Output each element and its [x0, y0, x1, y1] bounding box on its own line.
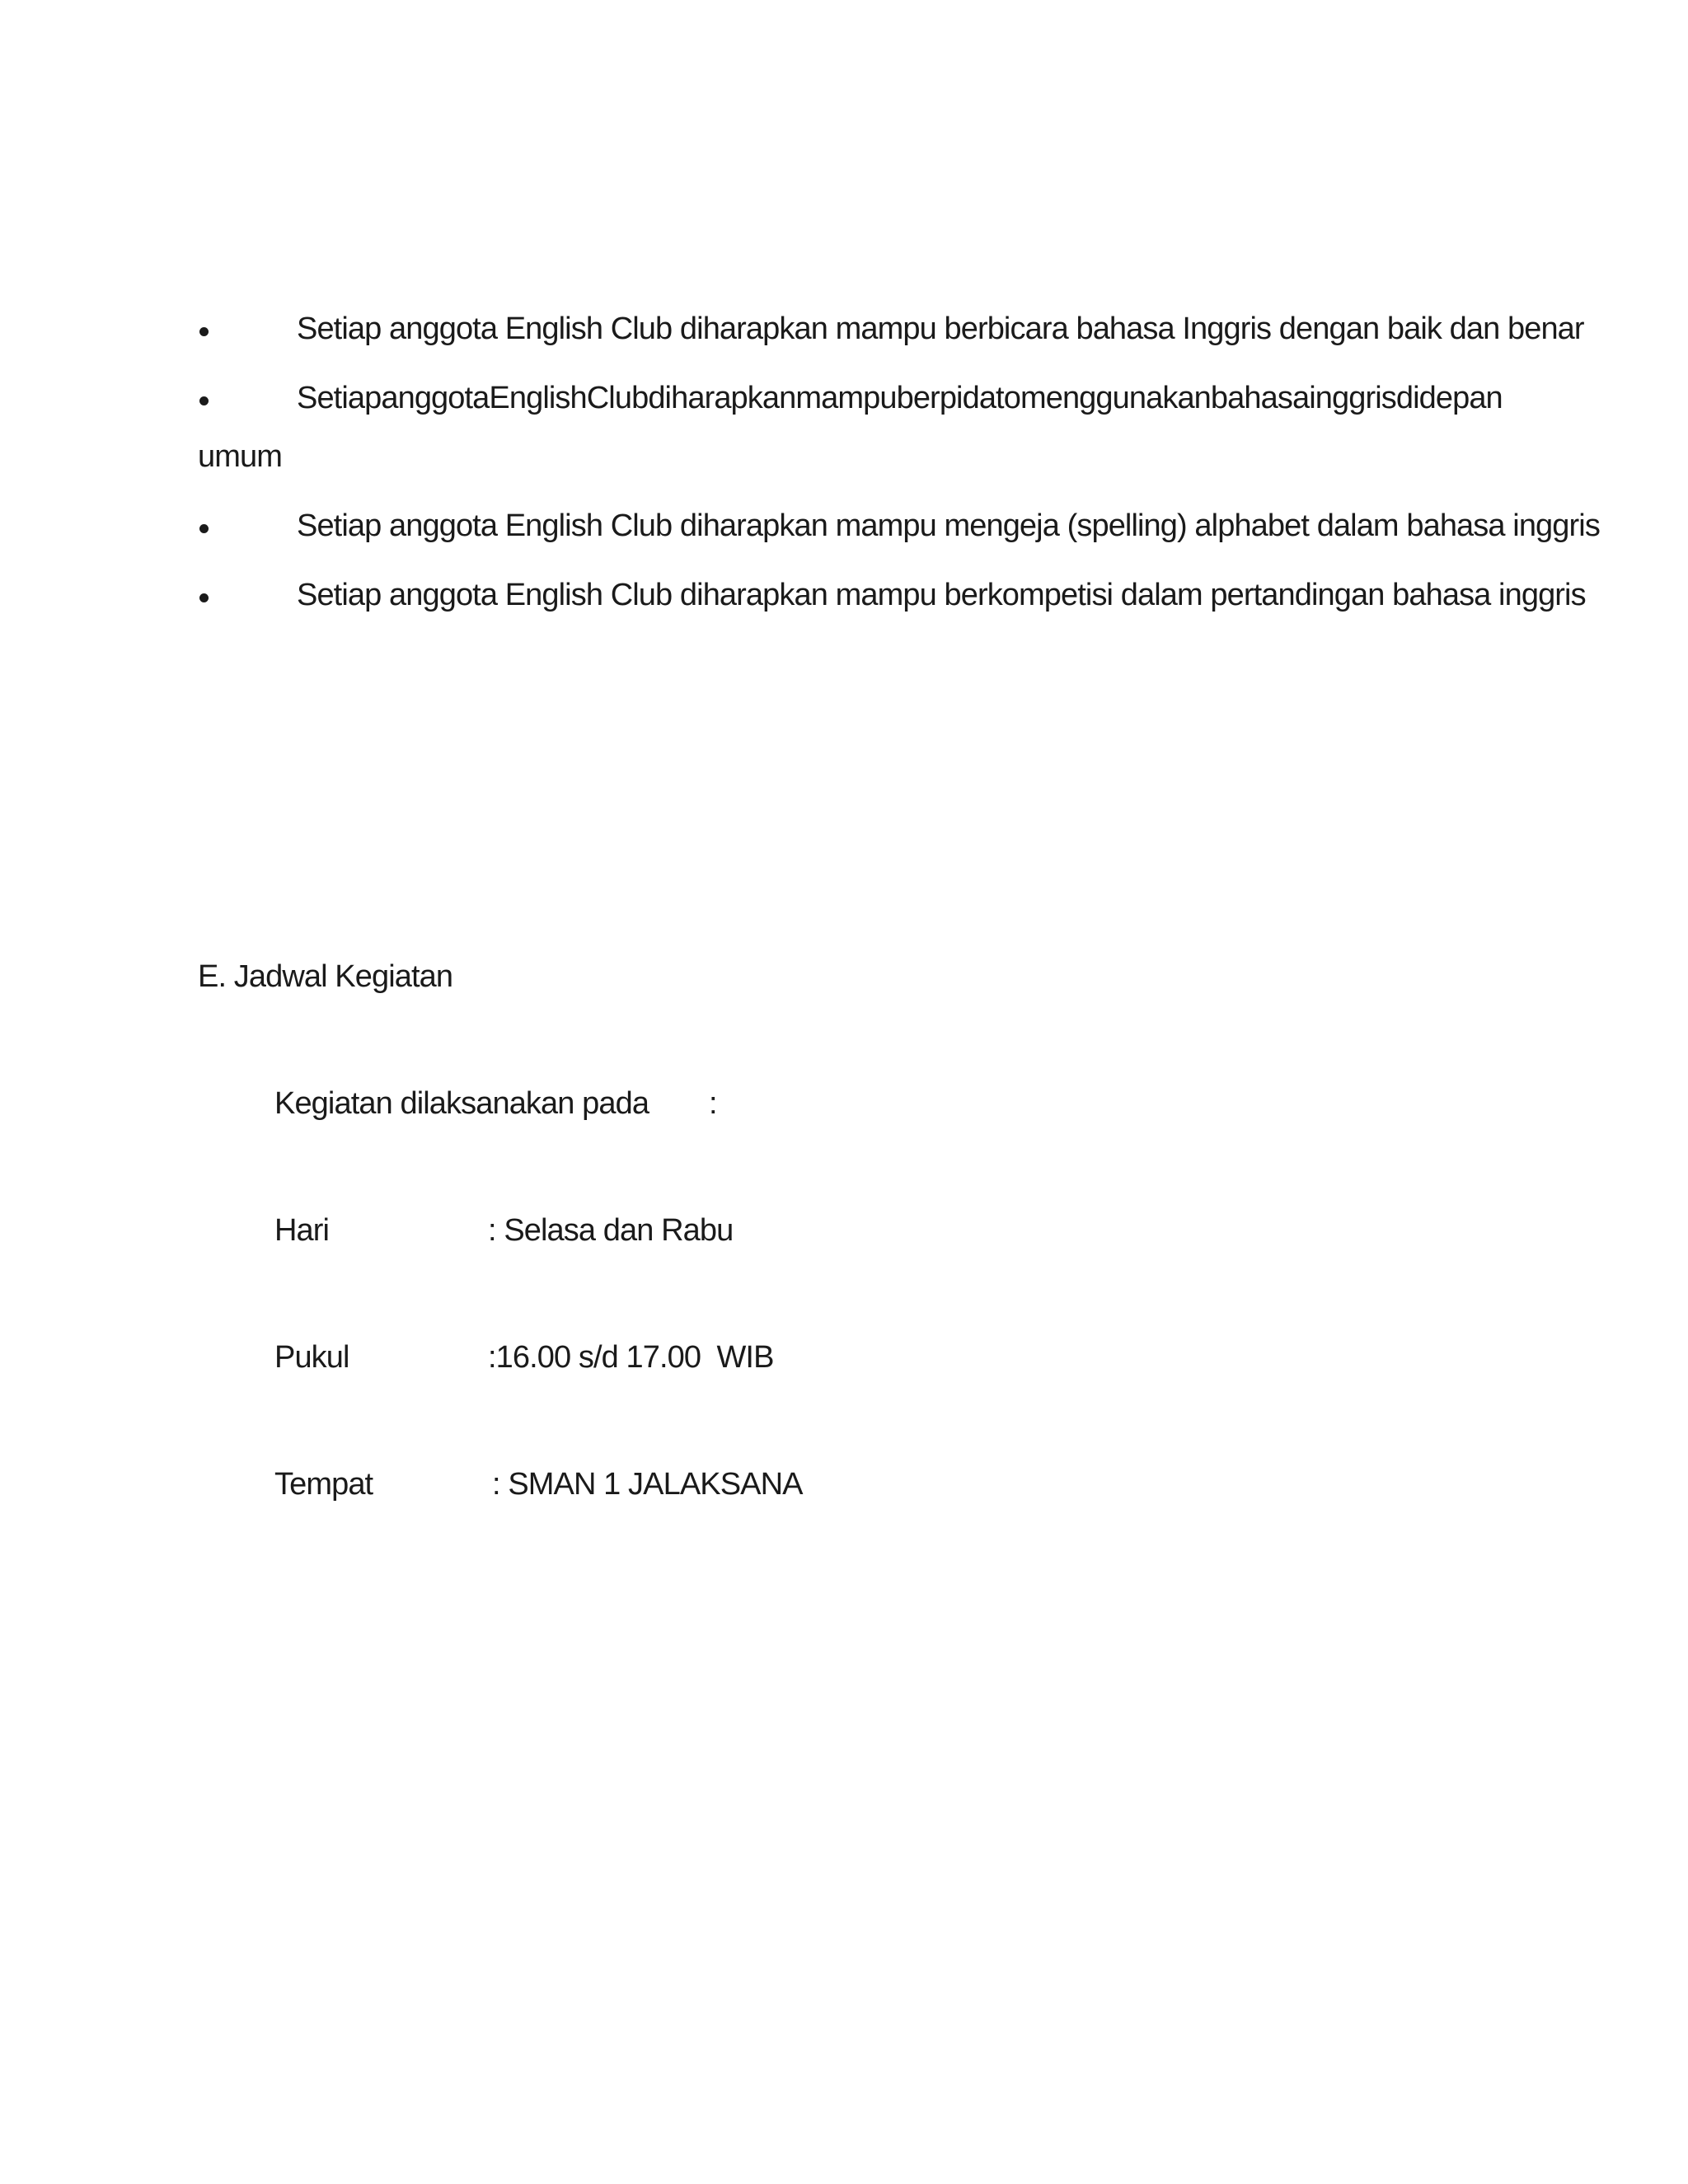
- word: Setiap: [297, 381, 382, 415]
- list-item-text: Setiap anggota English Club diharapkan mampu berkompetisi dalam pertandingan bahasa inggris: [297, 578, 1586, 612]
- schedule-value: :16.00 s/d 17.00 WIB: [488, 1340, 774, 1375]
- word: didepan: [1395, 381, 1503, 415]
- schedule-label: Tempat: [274, 1467, 373, 1502]
- schedule-label: Hari: [274, 1213, 330, 1248]
- schedule-label: Pukul: [274, 1340, 349, 1375]
- list-item-text: Setiap anggota English Club diharapkan mampu mengeja (spelling) alphabet dalam bahasa inggris: [297, 509, 1600, 543]
- word: Club: [586, 381, 649, 415]
- schedule-intro-label: Kegiatan dilaksanakan pada: [274, 1086, 649, 1121]
- word: menggunakan: [1020, 381, 1211, 415]
- list-item-text: Setiap anggota English Club diharapkan mampu berbicara bahasa Inggris dengan baik dan benar: [297, 312, 1584, 346]
- list-item-continuation: umum: [198, 439, 282, 474]
- word: diharapkan: [648, 381, 796, 415]
- word: inggris: [1309, 381, 1396, 415]
- schedule-value: : SMAN 1 JALAKSANA: [492, 1467, 803, 1502]
- bullet-icon: [199, 593, 209, 602]
- bullet-icon: [199, 396, 209, 405]
- bullet-icon: [199, 524, 209, 533]
- word: bahasa: [1210, 381, 1310, 415]
- bullet-icon: [199, 327, 209, 336]
- word: mampu: [795, 381, 897, 415]
- schedule-value: : Selasa dan Rabu: [488, 1213, 734, 1248]
- schedule-intro-colon: :: [709, 1086, 717, 1121]
- word: English: [489, 381, 587, 415]
- list-item-text: [297, 381, 1503, 415]
- section-heading: E. Jadwal Kegiatan: [198, 959, 453, 994]
- word: berpidato: [896, 381, 1020, 415]
- word: anggota: [381, 381, 490, 415]
